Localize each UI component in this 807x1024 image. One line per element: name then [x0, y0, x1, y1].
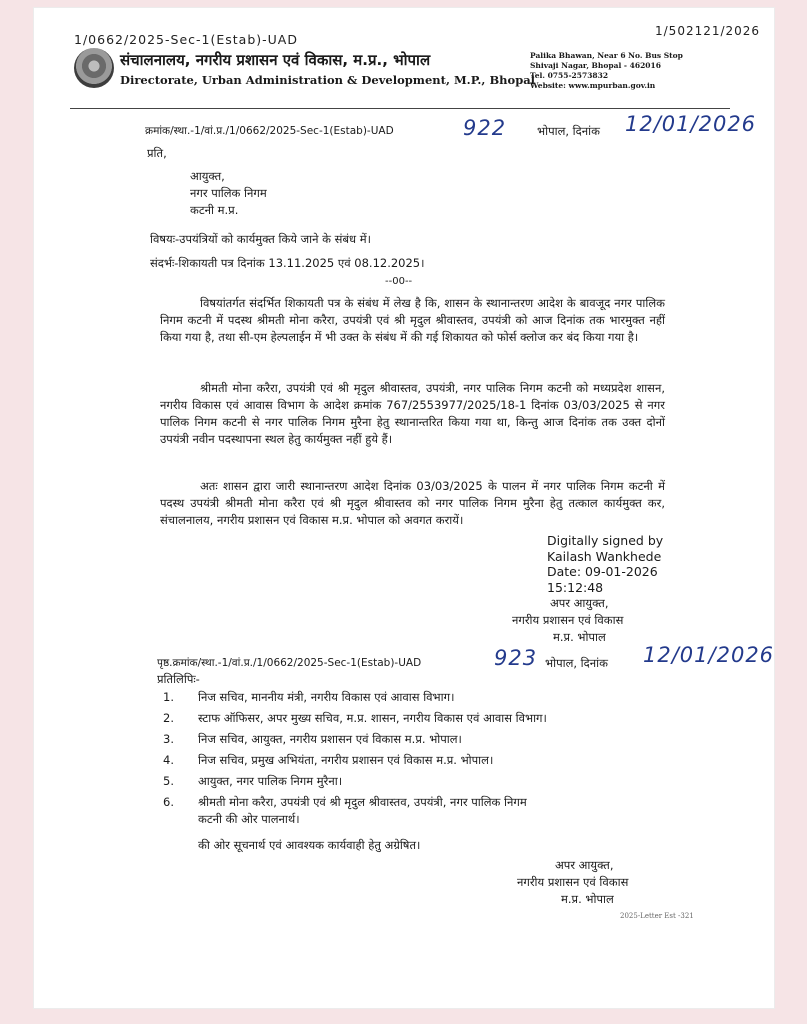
subject-line: विषयः-उपयंत्रियों को कार्यमुक्त किये जाने के संबंध में। — [150, 232, 371, 246]
org-name-english: Directorate, Urban Administration & Development, M.P., Bhopal — [120, 73, 536, 87]
org-address — [530, 51, 683, 91]
digital-signature-name: Kailash Wankhede — [547, 548, 662, 564]
address-line: Shivaji Nagar, Bhopal - 462016 — [530, 61, 661, 70]
addressee-line: आयुक्त, — [190, 169, 225, 183]
endorsement-place-date-label: भोपाल, दिनांक — [545, 656, 608, 670]
copy-item: श्रीमती मोना करैरा, उपयंत्री एवं श्री मृदुल श्रीवास्तव, उपयंत्री, नगर पालिक निगम — [198, 795, 527, 809]
signatory-place: म.प्र. भोपाल — [553, 630, 606, 644]
digital-signature-time: 15:12:48 — [547, 579, 604, 595]
copy-to-label: प्रतिलिपिः- — [157, 672, 200, 686]
signatory-designation: अपर आयुक्त, — [550, 596, 609, 610]
forwarding-note: की ओर सूचनार्थ एवं आवश्यक कार्यवाही हेतु अग्रेषित। — [198, 838, 421, 852]
addressee-line: कटनी म.प्र. — [190, 203, 239, 217]
address-line: Palika Bhawan, Near 6 No. Bus Stop — [530, 51, 683, 60]
address-line: Website: www.mpurban.gov.in — [530, 81, 656, 90]
paragraph-2: श्रीमती मोना करैरा, उपयंत्री एवं श्री मृदुल श्रीवास्तव, उपयंत्री, नगर पालिक निगम कटनी को मध्यप्रदेश शासन, नगरीय विकास एवं आवास विभाग के आदेश क्रमांक 767/2553977/2025/18-1 दिनांक 03/03/2025 से नगर पालिक निगम कटनी से नगर पालिक निगम मुरैना हेतु स्थानान्तरित किया गया था, किन्तु आज दिनांक तक उक्त दोनों उपयंत्री नवीन पदस्थापना स्थल हेतु कार्यमुक्त नहीं हुये हैं। — [160, 381, 665, 446]
government-emblem-icon — [74, 48, 114, 88]
copy-item-number: 4. — [163, 753, 174, 767]
copy-item-number: 1. — [163, 690, 174, 704]
digital-signature-line: Digitally signed by — [547, 533, 664, 548]
letter-reference: क्रमांक/स्था.-1/वां.प्र./1/0662/2025-Sec-1(Estab)-UAD — [145, 125, 394, 137]
copy-item: निज सचिव, प्रमुख अभियंता, नगरीय प्रशासन एवं विकास म.प्र. भोपाल। — [198, 753, 494, 767]
endorsement-reference: पृष्ठ.क्रमांक/स्था.-1/वां.प्र./1/0662/2025-Sec-1(Estab)-UAD — [157, 657, 422, 669]
letterhead-divider — [70, 108, 730, 109]
endorsement-number-handwritten: 923 — [494, 646, 538, 670]
signatory-department: नगरीय प्रशासन एवं विकास — [512, 613, 624, 627]
copy-item: निज सचिव, माननीय मंत्री, नगरीय विकास एवं आवास विभाग। — [198, 690, 455, 704]
paragraph-3: अतः शासन द्वारा जारी स्थानान्तरण आदेश दिनांक 03/03/2025 के पालन में नगर पालिक निगम कटनी में पदस्थ उपयंत्री श्रीमती मोना करैरा एवं श्री मृदुल श्रीवास्तव को नगर पालिक निगम मुरैना हेतु तत्काल कार्यमुक्त कर, संचालनालय, नगरीय प्रशासन एवं विकास म.प्र. भोपाल को अवगत करायें। — [160, 479, 665, 527]
reference-line: संदर्भः-शिकायती पत्र दिनांक 13.11.2025 एवं 08.12.2025। — [150, 256, 425, 270]
prati-label: प्रति, — [147, 146, 167, 160]
address-line: Tel. 0755-2573832 — [530, 71, 609, 80]
digital-signature-date: Date: 09-01-2026 — [547, 564, 658, 579]
copy-item-number: 5. — [163, 774, 174, 788]
letter-number-handwritten: 922 — [463, 116, 507, 140]
top-reference-right: 1/502121/2026 — [655, 24, 761, 38]
letter-place-date-label: भोपाल, दिनांक — [537, 124, 600, 138]
endorsement-signatory-department: नगरीय प्रशासन एवं विकास — [517, 875, 629, 889]
digital-signature-block — [547, 533, 663, 595]
endorsement-signatory-place: म.प्र. भोपाल — [561, 892, 614, 906]
copy-item: निज सचिव, आयुक्त, नगरीय प्रशासन एवं विकास म.प्र. भोपाल। — [198, 732, 462, 746]
copy-item-continuation: कटनी की ओर पालनार्थ। — [198, 812, 300, 826]
copy-item-number: 3. — [163, 732, 174, 746]
paragraph-1: विषयांतर्गत संदर्भित शिकायती पत्र के संबंध में लेख है कि, शासन के स्थानान्तरण आदेश के बावजूद नगर पालिक निगम कटनी में पदस्थ श्रीमती मोना करैरा, उपयंत्री एवं श्री मृदुल श्रीवास्तव, उपयंत्री को आज दिनांक तक भारमुक्त नहीं किया गया है, तथा सी-एम हेल्पलाईन में भी उक्त के संबंध में की गई शिकायत को फोर्स क्लोज कर बंद किया गया है। — [160, 296, 665, 344]
top-reference-left: 1/0662/2025-Sec-1(Estab)-UAD — [74, 32, 298, 47]
copy-item-number: 6. — [163, 795, 174, 809]
letter-date-handwritten: 12/01/2026 — [625, 112, 757, 136]
separator: --00-- — [385, 276, 413, 287]
copy-item: आयुक्त, नगर पालिक निगम मुरैना। — [198, 774, 343, 788]
endorsement-signatory-designation: अपर आयुक्त, — [555, 858, 614, 872]
org-name-hindi: संचालनालय, नगरीय प्रशासन एवं विकास, म.प्र., भोपाल — [120, 51, 431, 69]
endorsement-date-handwritten: 12/01/2026 — [643, 643, 775, 667]
addressee-line: नगर पालिक निगम — [190, 186, 267, 200]
copy-item: स्टाफ ऑफिसर, अपर मुख्य सचिव, म.प्र. शासन, नगरीय विकास एवं आवास विभाग। — [198, 711, 547, 725]
copy-item-number: 2. — [163, 711, 174, 725]
footer-code: 2025-Letter Est -321 — [620, 912, 694, 920]
